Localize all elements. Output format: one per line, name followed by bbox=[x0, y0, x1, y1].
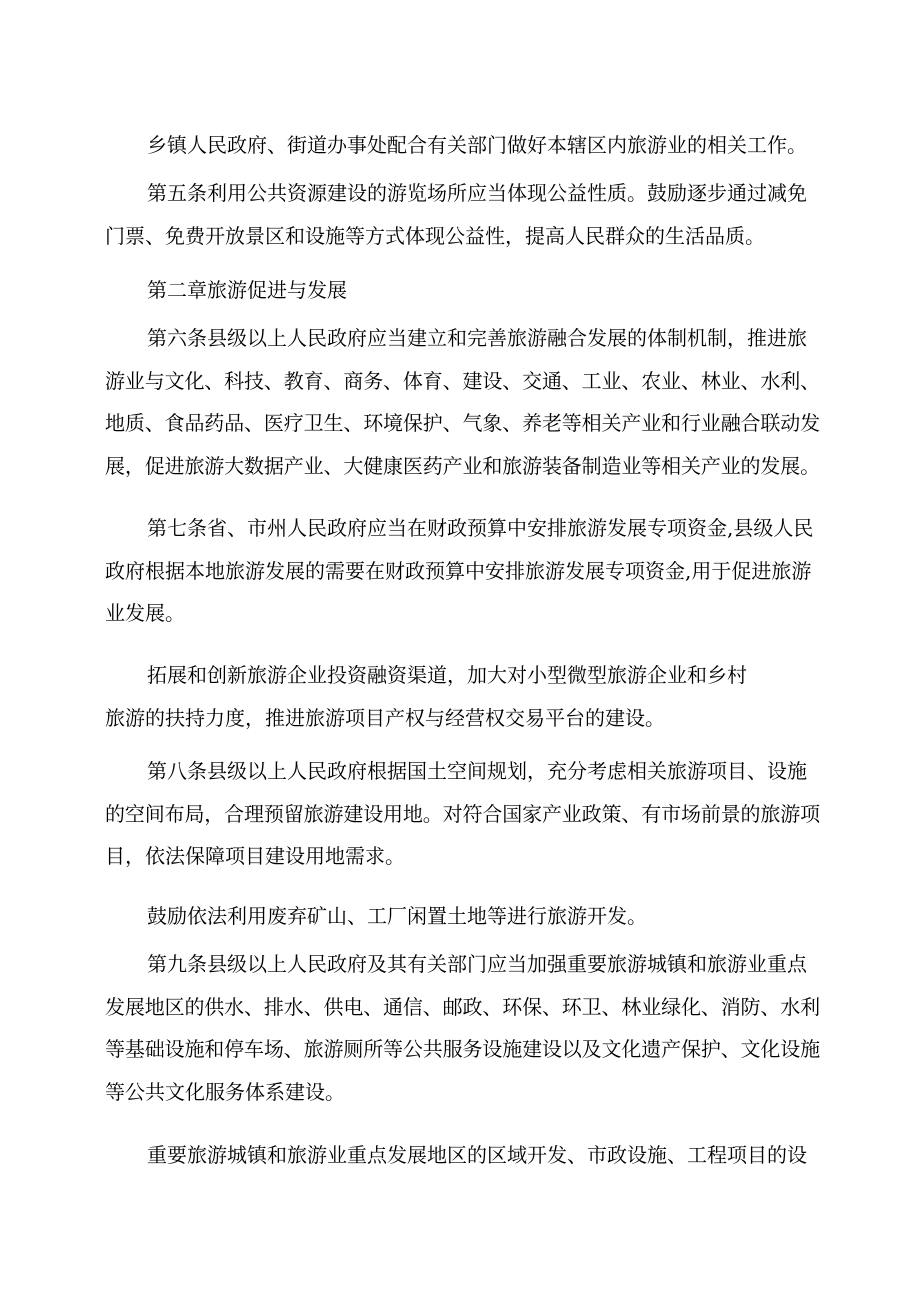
paragraph-article-5 bbox=[105, 172, 820, 257]
paragraph-township-duties bbox=[105, 124, 820, 167]
text-line: 等基础设施和停车场、旅游厕所等公共服务设施建设以及文化遗产保护、文化设施 bbox=[105, 1037, 820, 1061]
text-line: 拓展和创新旅游企业投资融资渠道，加大对小型微型旅游企业和乡村 bbox=[147, 663, 747, 687]
text-line: 第九条县级以上人民政府及其有关部门应当加强重要旅游城镇和旅游业重点 bbox=[147, 952, 807, 976]
paragraph-article-6 bbox=[105, 317, 820, 487]
text-line: 第七条省、市州人民政府应当在财政预算中安排旅游发展专项资金,县级人民 bbox=[147, 516, 814, 540]
text-line: 等公共文化服务体系建设。 bbox=[105, 1079, 345, 1104]
paragraph-key-areas bbox=[105, 1134, 820, 1177]
text-line: 乡镇人民政府、街道办事处配合有关部门做好本辖区内旅游业的相关工作。 bbox=[147, 133, 807, 157]
text-line: 鼓励依法利用废弃矿山、工厂闲置土地等进行旅游开发。 bbox=[147, 904, 647, 928]
text-line: 第八条县级以上人民政府根据国土空间规划，充分考虑相关旅游项目、设施 bbox=[147, 759, 807, 783]
paragraph-financing bbox=[105, 654, 820, 739]
text-line: 的空间布局，合理预留旅游建设用地。对符合国家产业政策、有市场前景的旅游项 bbox=[105, 801, 820, 826]
text-line: 旅游的扶持力度，推进旅游项目产权与经营权交易平台的建设。 bbox=[105, 705, 665, 730]
chapter-heading bbox=[105, 269, 820, 312]
text-line: 展，促进旅游大数据产业、大健康医药产业和旅游装备制造业等相关产业的发展。 bbox=[105, 453, 820, 478]
paragraph-article-9 bbox=[105, 943, 820, 1113]
text-line: 业发展。 bbox=[105, 601, 185, 625]
paragraph-abandoned-land bbox=[105, 895, 820, 938]
text-line: 地质、食品药品、医疗卫生、环境保护、气象、养老等相关产业和行业融合联动发 bbox=[105, 411, 820, 435]
text-line: 第五条利用公共资源建设的游览场所应当体现公益性质。鼓励逐步通过减免 bbox=[147, 181, 807, 205]
paragraph-article-8 bbox=[105, 750, 820, 878]
text-line: 第二章旅游促进与发展 bbox=[147, 278, 347, 302]
text-line: 目，依法保障项目建设用地需求。 bbox=[105, 844, 405, 868]
text-line: 重要旅游城镇和旅游业重点发展地区的区域开发、市政设施、工程项目的设 bbox=[147, 1143, 807, 1167]
text-line: 发展地区的供水、排水、供电、通信、邮政、环保、环卫、林业绿化、消防、水利 bbox=[105, 994, 820, 1019]
text-line: 政府根据本地旅游发展的需要在财政预算中安排旅游发展专项资金,用于促进旅游 bbox=[105, 558, 812, 583]
text-line: 门票、免费开放景区和设施等方式体现公益性，提高人民群众的生活品质。 bbox=[105, 223, 765, 248]
text-line: 第六条县级以上人民政府应当建立和完善旅游融合发展的体制机制，推进旅 bbox=[147, 326, 807, 350]
paragraph-article-7 bbox=[105, 507, 820, 635]
text-line: 游业与文化、科技、教育、商务、体育、建设、交通、工业、农业、林业、水利、 bbox=[105, 368, 820, 393]
